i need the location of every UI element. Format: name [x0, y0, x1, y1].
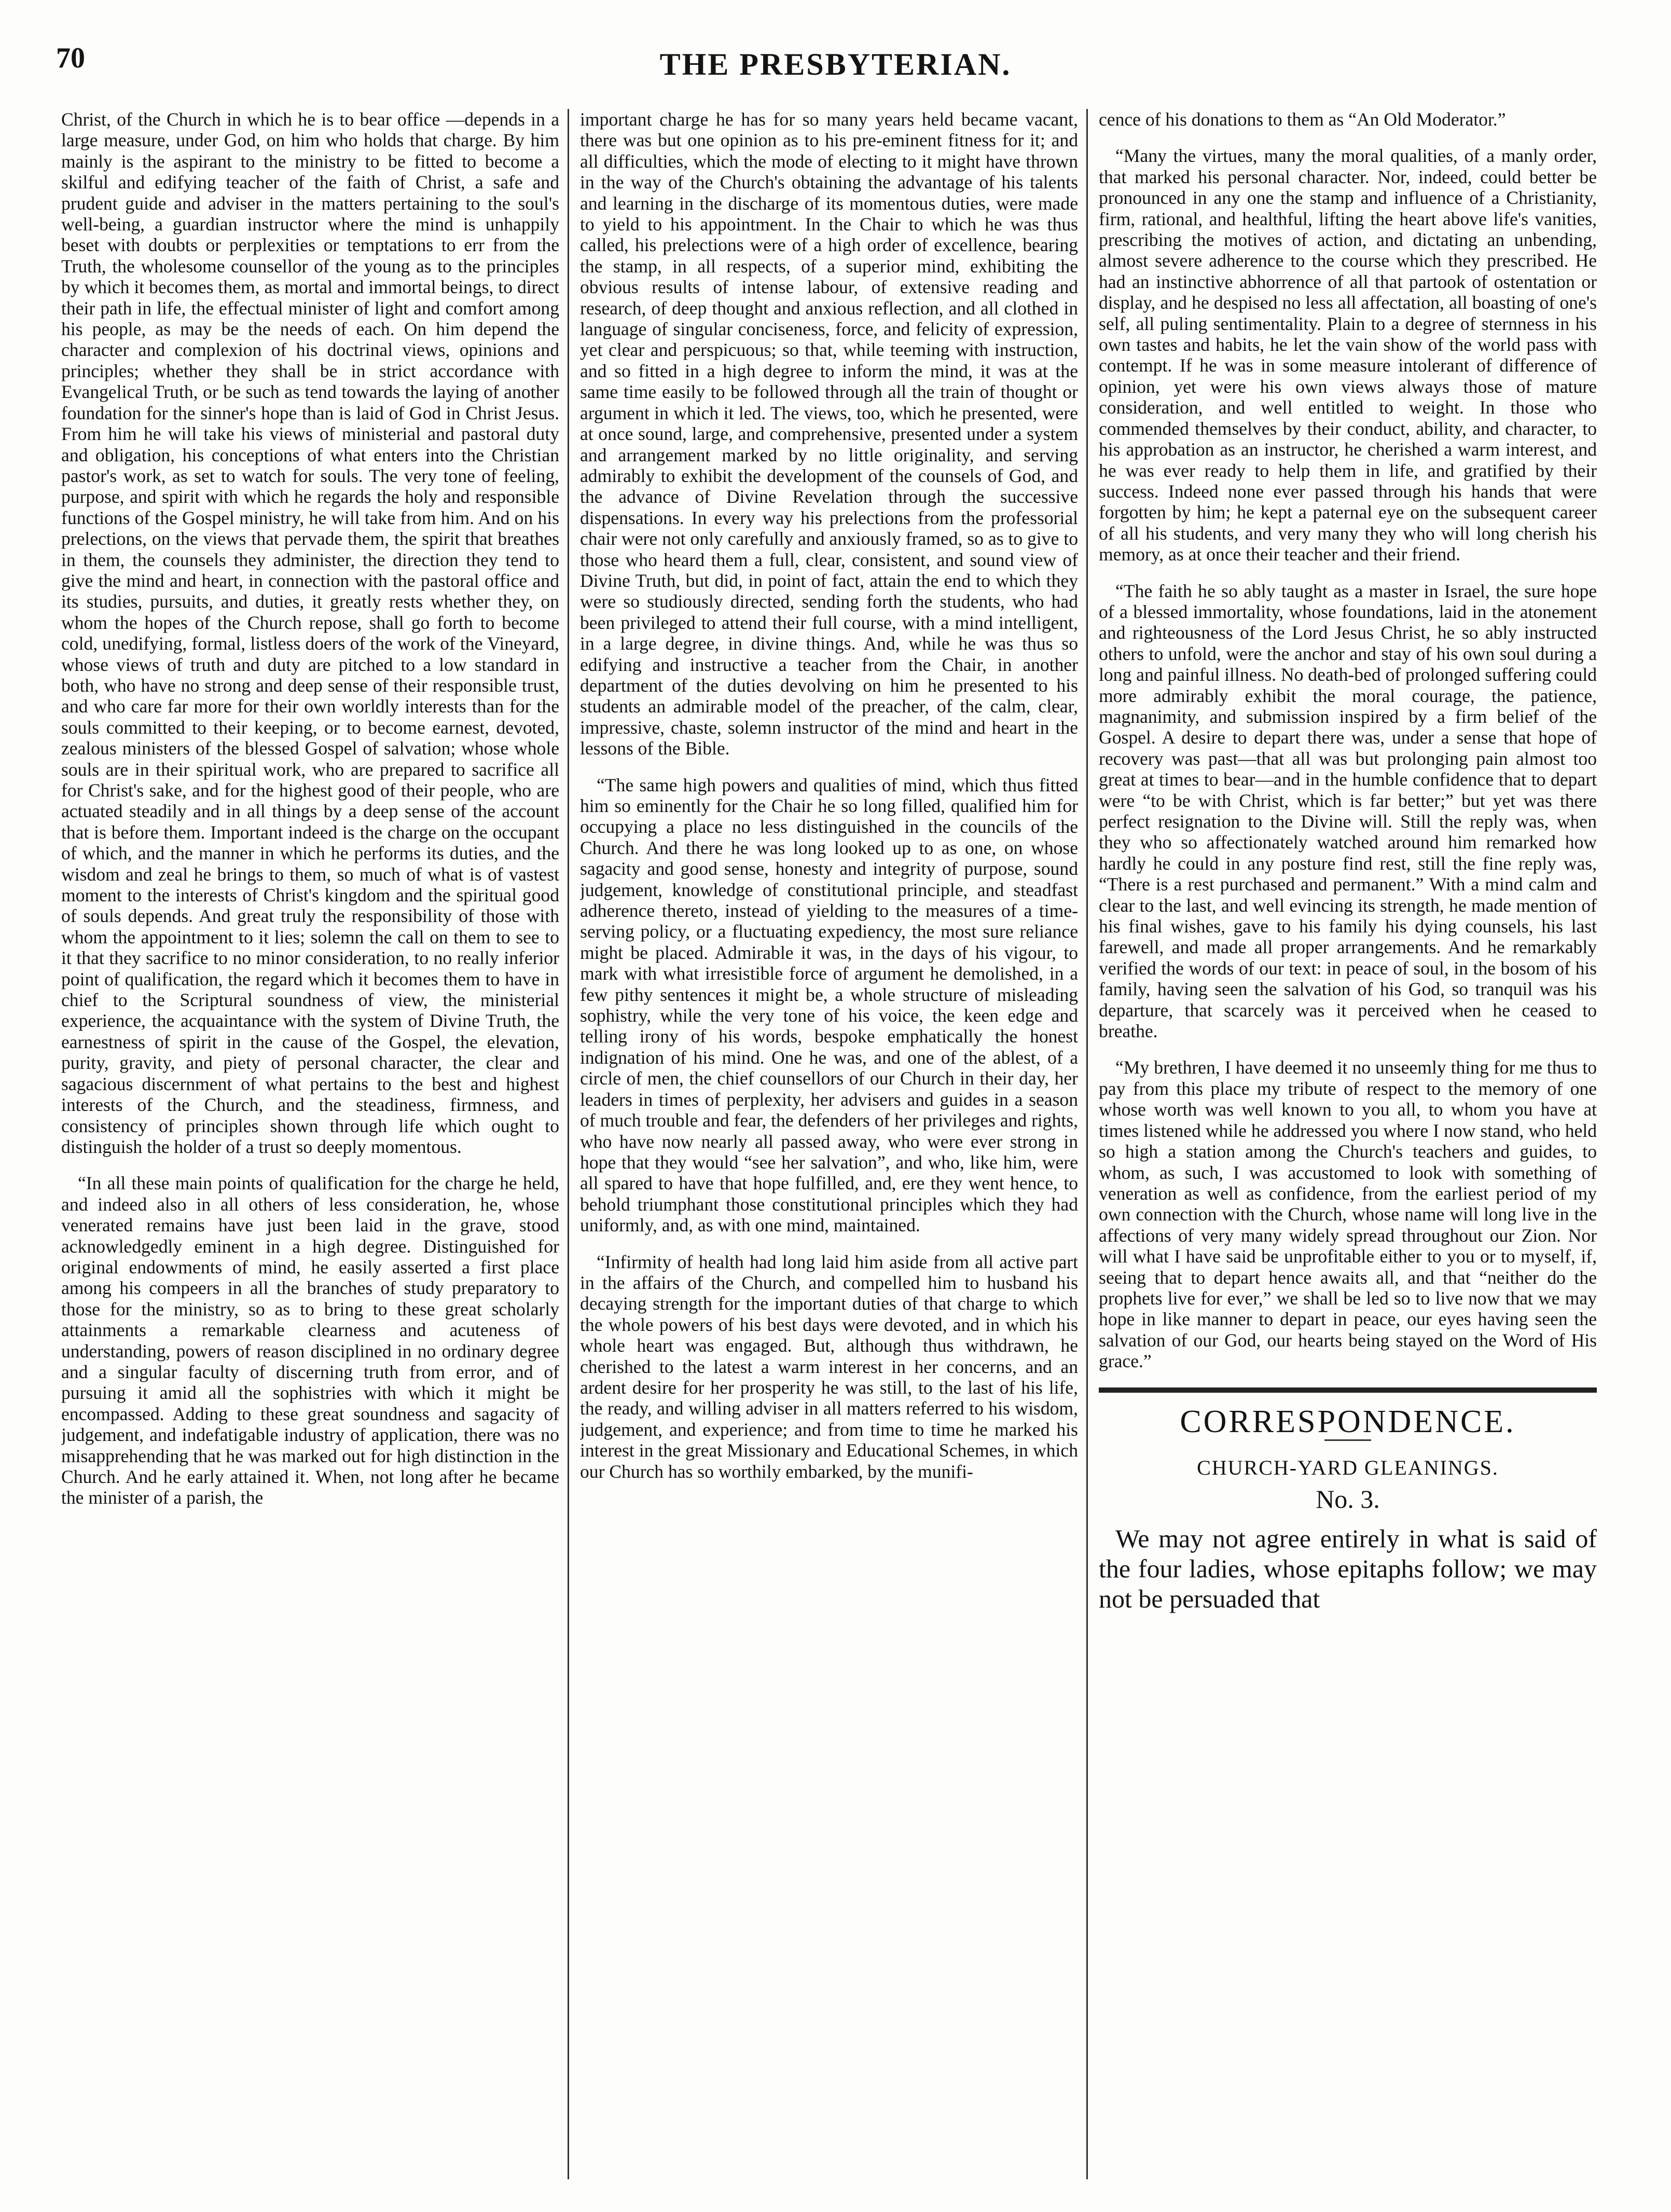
paragraph: “Many the virtues, many the moral qualities, of a manly order, that marked his personal character. Nor, indeed, could better be pronounced in any one the stamp and influence of a Christianity, firm, rational, and healthful, lifting the heart above life's vanities, prescribing the motives of action, and dictating an unbending, almost severe adherence to the course which they prescribed. He had an instinctive abhorrence of all that partook of ostentation or display, and he despised no less all affectation, all boasting of one's self, all puling sentimentality. Plain to a degree of sternness in his own tastes and habits, he let the vain show of the world pass with contempt. If he was in some measure intolerant of difference of opinion, yet were his own views always those of mature consideration, and well entitled to weight. In those who commended themselves by their conduct, ability, and character, to his approbation as an instructor, he cherished a warm interest, and he was ever ready to help them in life, and gratified by their success. Indeed none ever passed through his hands that were forgotten by him; he kept a paternal eye on the subsequent career of all his students, and very many they who will long cherish his memory, as at once their teacher and their friend.: [1099, 145, 1597, 565]
column-2: [580, 109, 1078, 2174]
paragraph: “The same high powers and qualities of mind, which thus fitted him so eminently for the Chair he so long filled, qualified him for occupying a place no less distinguished in the councils of the Church. And there he was long looked up to as one, on whose sagacity and good sense, honesty and integrity of purpose, sound judgement, knowledge of constitutional principle, and steadfast adherence thereto, instead of yielding to the measures of a time-serving policy, or a fluctuating expediency, the most sure reliance might be placed. Admirable it was, in the days of his vigour, to mark with what irresistible force of argument he demolished, in a few pithy sentences it might be, a whole structure of misleading sophistry, while the very tone of his voice, the keen edge and telling irony of his words, bespoke emphatically the honest indignation of his mind. One he was, and one of the ablest, of a circle of men, the chief counsellors of our Church in their day, her leaders in times of perplexity, her advisers and guides in a season of much trouble and fear, the defenders of her privileges and rights, who have now nearly all passed away, who were ever strong in hope that they would “see her salvation”, and who, like him, were all spared to have that hope fulfilled, and, ere they went hence, to behold triumphant those constitutional principles which they had uniformly, and, as with one mind, maintained.: [580, 774, 1078, 1236]
column-divider: [1086, 109, 1088, 2179]
paragraph: important charge he has for so many years held became vacant, there was but one opinion as to his pre-eminent fitness for it; and all difficulties, which the mode of electing to it might have thrown in the way of the Church's obtaining the advantage of his talents and learning in the discharge of its momentous duties, were made to yield to his appointment. In the Chair to which he was thus called, his prelections were of a high order of excellence, bearing the stamp, in all respects, of a superior mind, exhibiting the obvious results of intense labour, of extensive reading and research, of deep thought and anxious reflection, and all clothed in language of singular conciseness, force, and felicity of expression, yet clear and perspicuous; so that, while teeming with instruction, and so fitted in a high degree to inform the mind, it was at the same time easily to be followed through all the train of thought or argument in which it led. The views, too, which he presented, were at once sound, large, and comprehensive, presented under a system and arrangement marked by no little originality, and serving admirably to exhibit the development of the counsels of God, and the advance of Divine Revelation through the successive dispensations. In every way his prelections from the professorial chair were not only carefully and anxiously framed, so as to give to those who heard them a full, clear, consistent, and sound view of Divine Truth, but did, in point of fact, attain the end to which they were so studiously directed, sending forth the students, who had been privileged to attend their full course, with a mind intelligent, in a large degree, in divine things. And, while he was thus so edifying and instructive a teacher from the Chair, in another department of the duties devolving on him he presented to his students an admirable model of the preacher, of the calm, clear, impressive, chaste, solemn instructor of the mind and heart in the lessons of the Bible.: [580, 109, 1078, 759]
short-divider: [1324, 1439, 1371, 1441]
paragraph: “In all these main points of qualification for the charge he held, and indeed also in all others of less consideration, he, whose venerated remains have just been laid in the grave, stood acknowledgedly eminent in a high degree. Distinguished for original endowments of mind, he easily asserted a first place among his compeers in all the branches of study preparatory to those for the ministry, so as to bring to these great scholarly attainments a remarkable clearness and acuteness of understanding, powers of reason disciplined in no ordinary degree and a singular faculty of discerning truth from error, and of pursuing it amid all the sophistries with which it might be encompassed. Adding to these great soundness and sagacity of judgement, and indefatigable industry of application, there was no misapprehending that he was marked out for high distinction in the Church. And he early attained it. When, not long after he became the minister of a parish, the: [61, 1173, 559, 1508]
page-header: [0, 0, 1671, 125]
paragraph: “Infirmity of health had long laid him aside from all active part in the affairs of the Church, and compelled him to husband his decaying strength for the important duties of that charge to which the whole powers of his best days were devoted, and in which his whole heart was engaged. But, although thus withdrawn, he cherished to the latest a warm interest in her concerns, and an ardent desire for her prosperity he was still, to the last of his life, the ready, and willing adviser in all matters referred to his wisdom, judgement, and experience; and from time to time he marked his interest in the great Missionary and Educational Schemes, in which our Church has so worthily embarked, by the munifi-: [580, 1251, 1078, 1482]
paragraph: Christ, of the Church in which he is to bear office —depends in a large measure, under God, on him who holds that charge. By him mainly is the aspirant to the ministry to be fitted to become a skilful and edifying teacher of the faith of Christ, a safe and prudent guide and adviser in the matters pertaining to the soul's well-being, a guardian instructor where the mind is unhappily beset with doubts or perplexities or temptations to err from the Truth, the wholesome counsellor of the young as to the principles by which it becomes them, as mortal and immortal beings, to direct their path in life, the effectual minister of light and comfort among his people, as may be the needs of each. On him depend the character and complexion of his doctrinal views, opinions and principles; whether they shall be in strict accordance with Evangelical Truth, or be such as tend towards the laying of another foundation for the sinner's hope than is laid of God in Christ Jesus. From him he will take his views of ministerial and pastoral duty and obligation, his conceptions of what enters into the Christian pastor's work, as set to watch for souls. The very tone of feeling, purpose, and spirit with which he regards the holy and responsible functions of the Gospel ministry, he will take from him. And on his prelections, on the views that pervade them, the spirit that breathes in them, the counsels they administer, the direction they tend to give the mind and heart, in connection with the pastoral office and its studies, pursuits, and duties, it greatly rests whether they, on whom the hopes of the Church repose, shall go forth to become cold, unedifying, formal, listless doers of the work of the Vineyard, whose views of truth and duty are pitched to a low standard in both, who have no strong and deep sense of their responsible trust, and who care far more for their own worldly interests than for the souls committed to their keeping, or to become earnest, devoted, zealous ministers of the blessed Gospel of salvation; whose whole souls are in their spiritual work, who are prepared to sacrifice all for Christ's sake, and for the highest good of their people, who are actuated steadily and in all things by a deep sense of the account that is before them. Important indeed is the charge on the occupant of which, and the manner in which he performs its duties, and the wisdom and zeal he brings to them, so much of what is of vastest moment to the interests of Christ's kingdom and the spiritual good of souls depends. And great truly the responsibility of those with whom the appointment to it lies; solemn the call on them to see to it that they sacrifice to no minor consideration, to no really inferior point of qualification, the regard which it becomes them to have in chief to the Scriptural soundness of view, the ministerial experience, the acquaintance with the system of Divine Truth, the earnestness of spirit in the cause of the Gospel, the elevation, purity, gravity, and piety of personal character, the clear and sagacious discernment of what pertains to the best and highest interests of the Church, and the steadiness, firmness, and consistency of principles shown through life which ought to distinguish the holder of a trust so deeply momentous.: [61, 109, 559, 1157]
running-title: THE PRESBYTERIAN.: [659, 47, 1012, 81]
article-number: No. 3.: [1316, 1485, 1380, 1514]
column-3: [1099, 109, 1597, 2174]
paragraph: We may not agree entirely in what is said of the four ladies, whose epitaphs follow; we may not be persuaded that: [1099, 1523, 1597, 1613]
page-number: 70: [56, 42, 85, 74]
paragraph: cence of his donations to them as “An Old Moderator.”: [1099, 109, 1506, 130]
column-1: [61, 109, 559, 2174]
article-title: CHURCH-YARD GLEANINGS.: [1197, 1455, 1499, 1479]
paragraph: “My brethren, I have deemed it no unseemly thing for me thus to pay from this place my tribute of respect to the memory of one whose worth was well known to you all, to whom you have at times listened while he addressed you where I now stand, who held so high a station among the Church's teachers and guides, to whom, as such, I was accustomed to look with something of veneration as well as confidence, from the earliest period of my own connection with the Church, whose name will long live in the affections of very many widely spread throughout our Zion. Nor will what I have said be unprofitable either to you or to myself, if, seeing that to depart hence awaits all, and that “neither do the prophets live for ever,” we shall be led so to live now that we may hope in like manner to depart in peace, our eyes having seen the salvation of our God, our hearts being stayed on the Word of His grace.”: [1099, 1057, 1597, 1372]
paragraph: “The faith he so ably taught as a master in Israel, the sure hope of a blessed immortality, whose foundations, laid in the atonement and righteousness of the Lord Jesus Christ, he so ably instructed others to unfold, were the anchor and stay of his own soul during a long and painful illness. No death-bed of prolonged suffering could more admirably exhibit the moral courage, the patience, magnanimity, and submission inspired by a firm belief of the Gospel. A desire to depart there was, under a sense that hope of recovery was past—that all was but prolonging pain almost too great at times to bear—and in the humble confidence that to depart were “to be with Christ, which is far better;” but yet was there perfect resignation to the Divine will. Still the reply was, when they who so affectionately watched around him remarked how hardly he could in any posture find rest, still the fine reply was, “There is a rest purchased and permanent.” With a mind calm and clear to the last, and well evincing its strength, he made mention of his final wishes, gave to his family his dying counsels, his last farewell, and made all proper arrangements. And he remarkably verified the words of our text: in peace of soul, in the bosom of his family, having seen the salvation of his God, so tranquil was his departure, that scarcely was it perceived when he ceased to breathe.: [1099, 580, 1597, 1042]
column-divider: [568, 109, 569, 2179]
section-divider: [1099, 1387, 1597, 1393]
section-heading: CORRESPONDENCE.: [1180, 1404, 1516, 1439]
